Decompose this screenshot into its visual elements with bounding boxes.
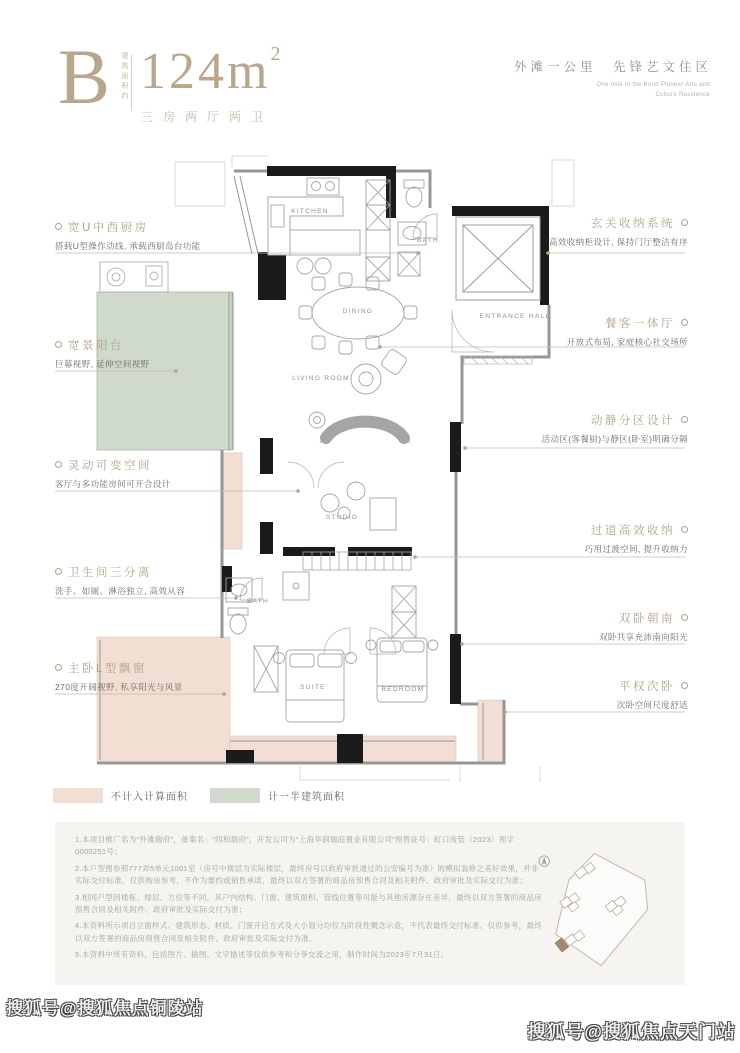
annotation-title bbox=[55, 660, 265, 676]
annotation-desc: 洗手、如厕、淋浴独立, 高效从容 bbox=[55, 586, 186, 596]
annotation-desc: 开放式布局, 家庭核心社交场所 bbox=[566, 337, 688, 347]
ring-icon bbox=[55, 664, 62, 671]
ring-icon bbox=[55, 461, 62, 468]
disclaimer-line: 1.本项目推广名为“外滩瑞府”，备案名：“四和瑞府”，开发公司为“上海华润瑞庭置业有限公司”预售证号：虹口房管（2023）预字0000251号； bbox=[75, 835, 515, 857]
annotation-corridor-storage bbox=[478, 522, 688, 555]
tagline-en-line1: One mile to the Bund Pioneer Arts and bbox=[596, 82, 710, 88]
ring-icon bbox=[681, 614, 688, 621]
annotation-desc: 270度开阔视野, 私享阳光与风景 bbox=[55, 682, 183, 692]
annotation-title-text: 动静分区设计 bbox=[591, 415, 675, 427]
annotation-zoning bbox=[478, 412, 688, 445]
area-legend bbox=[53, 788, 345, 803]
room-label-studio: STUDIO bbox=[325, 514, 359, 521]
ring-icon bbox=[681, 682, 688, 689]
annotation-balcony bbox=[55, 337, 265, 370]
annotation-desc: 次卧空间尺度舒适 bbox=[616, 700, 688, 710]
annotation-title-text: 主卧L型飘窗 bbox=[68, 663, 147, 675]
annotation-desc: 巧用过渡空间, 提升收纳力 bbox=[584, 544, 688, 554]
disclaimer-line: 3.相同户型因楼栋、楼层、方位等不同，其户内结构、门窗、建筑面积、管线位置等可能与其他房源存在差异，最终以双方签署的商品房预售合同及相关附件、政府审批及实际交付为准； bbox=[75, 892, 543, 914]
watermark-left: 搜狐号@搜狐焦点铜陵站 bbox=[6, 999, 204, 1018]
annotation-title bbox=[55, 219, 265, 235]
header-divider bbox=[131, 55, 132, 111]
annotation-title bbox=[55, 337, 265, 353]
legend-label-half-area: 计一半建筑面积 bbox=[268, 792, 345, 803]
ring-icon bbox=[681, 416, 688, 423]
ring-icon bbox=[55, 223, 62, 230]
annotation-title-text: 灵动可变空间 bbox=[68, 460, 152, 472]
area-superscript: 2 bbox=[270, 43, 281, 65]
ring-icon bbox=[55, 568, 62, 575]
annotation-south-bedrooms bbox=[478, 610, 688, 643]
annotation-dining-living bbox=[478, 315, 688, 348]
ring-icon bbox=[681, 219, 688, 226]
annotation-kitchen bbox=[55, 219, 265, 252]
annotation-second-bedroom bbox=[478, 678, 688, 711]
room-label-suite: SUITE bbox=[300, 684, 326, 691]
annotation-entry-storage bbox=[478, 215, 688, 248]
plan-area-caption: 建筑面积约 bbox=[121, 52, 128, 102]
disclaimer-line: 4.本资料所示项目立面样式、建筑形态、材质、门窗开启方式及大小划分均仅为阶段性概念示意，不代表最终交付标准、仅供参考，最终以双方签署的商品房预售合同及相关附件、政府审批及实际交付为准。 bbox=[75, 921, 543, 943]
annotation-title bbox=[478, 522, 688, 538]
annotation-title bbox=[478, 610, 688, 626]
annotation-title bbox=[478, 215, 688, 231]
legend-swatch-half-area bbox=[210, 788, 260, 803]
project-tagline: 外滩一公里 先锋艺文住区 bbox=[513, 60, 712, 74]
area-number: 124m bbox=[140, 43, 271, 100]
annotation-title bbox=[478, 412, 688, 428]
annotation-title bbox=[55, 564, 265, 580]
annotation-title-text: 玄关收纳系统 bbox=[591, 218, 675, 230]
ring-icon bbox=[681, 526, 688, 533]
annotation-flex-space bbox=[55, 457, 265, 490]
project-tagline-en bbox=[597, 80, 711, 100]
annotation-title-text: 餐客一体厅 bbox=[605, 318, 675, 330]
annotation-title-text: 卫生间三分离 bbox=[68, 567, 152, 579]
annotation-desc: 巨幕视野, 延伸空间视野 bbox=[55, 359, 150, 369]
annotation-title-text: 过道高效收纳 bbox=[591, 525, 675, 537]
plan-type-letter: B bbox=[58, 33, 111, 120]
annotation-master-window bbox=[55, 660, 265, 693]
disclaimer-line: 2.本户型图参照777弄5单元1001室（房号中楼层为实际楼层，最终房号以政府审批通过的公安编号为准）的模拟装修之美好效果，并非实际交付标准、仅供购房参考，不作为要约或销售承诺，最终以双方签署的商品房预售合同及相关附件、政府审批及实际交付为准； bbox=[75, 863, 539, 886]
room-label-bath-top: BATH bbox=[416, 237, 440, 244]
tagline-en-line2: Culture Residence bbox=[655, 92, 710, 99]
annotation-desc: 高效收纳柜设计, 保持门厅整洁有序 bbox=[548, 237, 688, 247]
annotation-title-text: 平权次卧 bbox=[619, 681, 675, 693]
room-label-entrance-hall: ENTRANCE HALL bbox=[479, 313, 551, 320]
annotation-title bbox=[478, 678, 688, 694]
annotation-title bbox=[478, 315, 688, 331]
disclaimer-panel bbox=[55, 822, 685, 985]
disclaimer-line: 5.本资料中所有资料，包括图片、插图、文字描述等仅供参考和分享交流之用，制作时间为2023年7月31日。 bbox=[75, 950, 449, 959]
annotation-title bbox=[55, 457, 265, 473]
room-label-living-room: LIVING ROOM bbox=[292, 375, 350, 382]
annotation-desc: 搭载U型操作动线, 承载西厨岛台功能 bbox=[55, 241, 201, 251]
annotation-desc: 活动区(客餐厨)与静区(卧室)明确分隔 bbox=[541, 434, 688, 444]
room-label-bedroom: BEDROOM bbox=[381, 686, 425, 693]
annotation-title-text: 宽U中西厨房 bbox=[68, 222, 149, 234]
disclaimer-text bbox=[75, 834, 543, 965]
room-label-bath-mid: BATH bbox=[246, 598, 270, 605]
plan-area-value bbox=[140, 44, 280, 98]
plan-layout-text: 三房两厅两卫 bbox=[141, 110, 274, 124]
ring-icon bbox=[55, 341, 62, 348]
room-label-kitchen: KITCHEN bbox=[291, 208, 329, 215]
annotation-title-text: 双卧朝南 bbox=[619, 613, 675, 625]
watermark-right: 搜狐号@搜狐焦点天门站 bbox=[527, 1022, 736, 1042]
ring-icon bbox=[681, 319, 688, 326]
room-label-dining: DINING bbox=[342, 308, 374, 315]
annotation-title-text: 宽景阳台 bbox=[68, 340, 124, 352]
annotation-desc: 客厅与多功能房间可开合设计 bbox=[55, 479, 171, 489]
site-plan-map bbox=[529, 826, 679, 976]
legend-swatch-excluded-area bbox=[53, 788, 103, 803]
annotation-bathroom bbox=[55, 564, 265, 597]
legend-label-excluded-area: 不计入计算面积 bbox=[111, 792, 188, 803]
annotation-desc: 双卧共享充沛南向阳光 bbox=[598, 632, 688, 642]
